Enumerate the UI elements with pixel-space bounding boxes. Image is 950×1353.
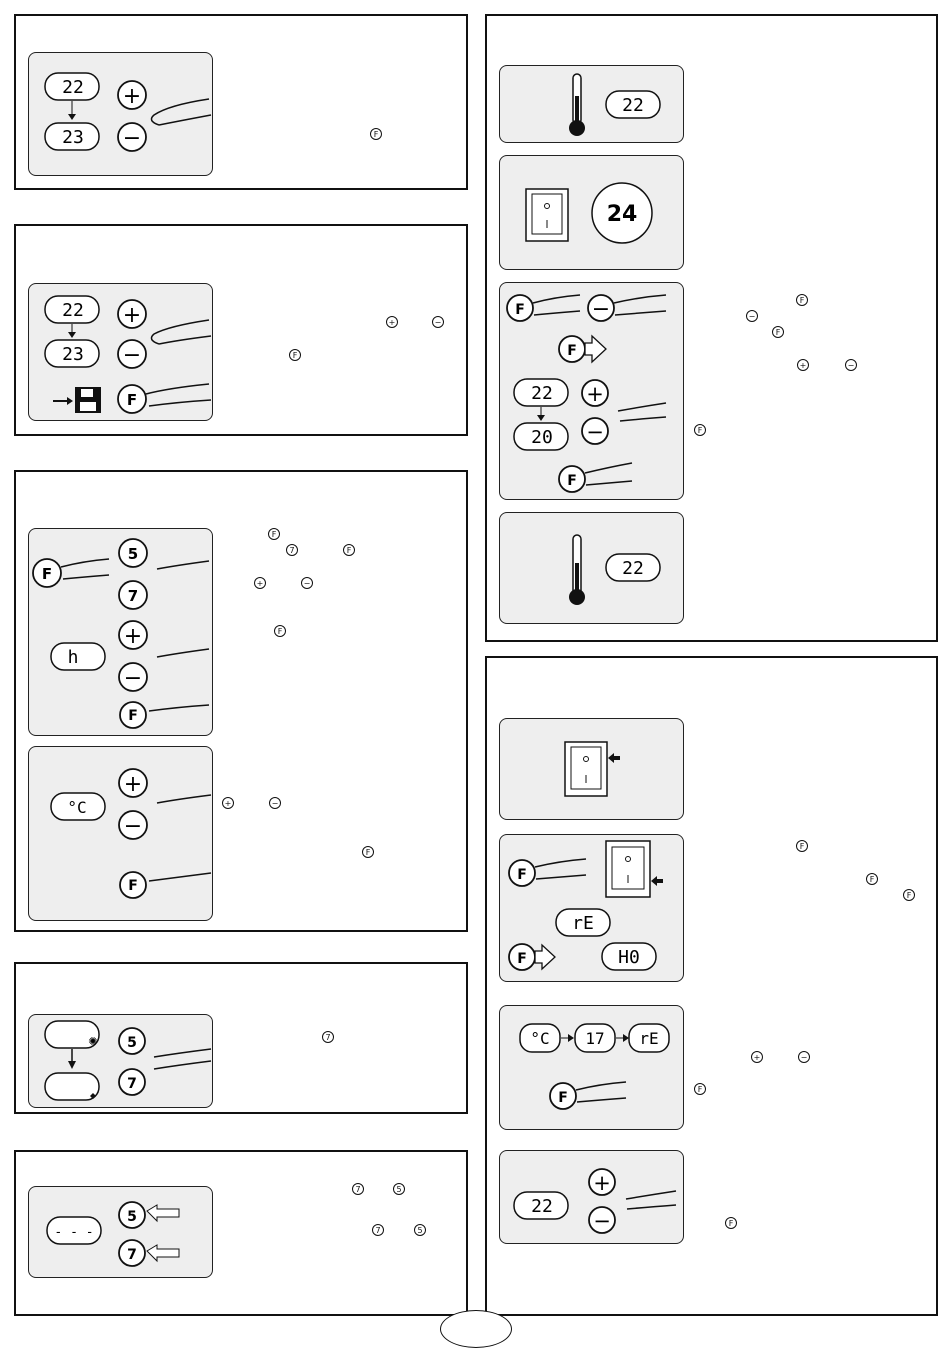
panel-set-temperature xyxy=(28,52,213,176)
thermometer-icon xyxy=(569,535,585,605)
svg-text:+: + xyxy=(593,1171,611,1195)
minus-key-icon xyxy=(119,663,147,691)
svg-text:−: − xyxy=(122,126,142,151)
display-value: °C xyxy=(530,1029,550,1048)
display-value: 22 xyxy=(62,77,84,98)
minus-key-icon xyxy=(118,123,146,151)
panel-power-switch xyxy=(499,718,684,820)
f-key-icon xyxy=(559,336,585,362)
f-key-icon xyxy=(120,702,146,728)
clock-icon xyxy=(592,183,652,243)
f-key-mark-icon: F xyxy=(268,528,280,540)
display-value: 22 xyxy=(622,558,644,579)
display-value: 22 xyxy=(622,95,644,116)
right-arrow-icon xyxy=(561,1034,574,1042)
minus-mark-icon: − xyxy=(845,359,857,371)
f-key-mark-icon: F xyxy=(903,889,915,901)
f-key-mark-icon: F xyxy=(289,349,301,361)
sun-icon: ✺ xyxy=(88,1035,98,1048)
svg-text:F: F xyxy=(128,708,138,724)
key-5-mark-icon: 5 xyxy=(393,1183,405,1195)
display-value: °C xyxy=(67,798,87,817)
panel-thermometer-reading xyxy=(499,65,684,143)
pressing-finger-icon xyxy=(146,320,211,406)
panel-power-24h xyxy=(499,155,684,270)
svg-text:−: − xyxy=(593,1209,611,1233)
power-switch-icon xyxy=(526,189,568,241)
svg-text:F: F xyxy=(567,473,577,489)
display-value: 17 xyxy=(585,1029,605,1048)
key-7-mark-icon: 7 xyxy=(372,1224,384,1236)
plus-key-icon xyxy=(119,621,147,649)
svg-text:F: F xyxy=(126,391,138,409)
svg-text:+: + xyxy=(123,624,143,649)
pressing-finger-icon xyxy=(151,99,211,125)
svg-text:5: 5 xyxy=(127,1209,137,1225)
svg-text:7: 7 xyxy=(127,1076,137,1092)
display-value: rE xyxy=(639,1029,659,1048)
key-7-mark-icon: 7 xyxy=(286,544,298,556)
f-key-mark-icon: F xyxy=(772,326,784,338)
f-key-icon xyxy=(120,872,146,898)
f-key-icon xyxy=(509,944,535,970)
power-switch-icon xyxy=(565,742,607,796)
lcd-display xyxy=(45,73,99,100)
f-key-icon xyxy=(509,860,535,886)
minus-mark-icon: − xyxy=(746,310,758,322)
svg-text:−: − xyxy=(123,666,143,691)
svg-text:F: F xyxy=(517,951,527,967)
svg-text:5: 5 xyxy=(127,545,139,563)
right-arrow-icon xyxy=(616,1034,629,1042)
plus-mark-icon: + xyxy=(751,1051,763,1063)
f-key-mark-icon: F xyxy=(725,1217,737,1229)
plus-mark-icon: + xyxy=(254,577,266,589)
panel-thermometer-result xyxy=(499,512,684,624)
plus-key-icon xyxy=(589,1169,615,1195)
svg-text:−: − xyxy=(123,814,143,839)
key-7-icon xyxy=(119,581,147,609)
svg-text:+: + xyxy=(122,84,142,109)
key-5-icon xyxy=(119,539,147,567)
minus-key-icon xyxy=(582,418,608,444)
down-arrow-icon xyxy=(68,324,76,338)
svg-text:F: F xyxy=(41,565,53,583)
key-7-mark-icon: 7 xyxy=(352,1183,364,1195)
svg-text:5: 5 xyxy=(127,1035,137,1051)
key-5-mark-icon: 5 xyxy=(414,1224,426,1236)
panel-reset-steps xyxy=(499,834,684,982)
svg-text:F: F xyxy=(567,343,577,359)
minus-key-icon xyxy=(589,1207,615,1233)
minus-mark-icon: − xyxy=(269,797,281,809)
f-key-mark-icon: F xyxy=(796,294,808,306)
display-value: - - - xyxy=(54,1225,94,1240)
lcd-display xyxy=(45,123,99,150)
plus-mark-icon: + xyxy=(222,797,234,809)
f-key-icon xyxy=(33,559,61,587)
key-5-icon xyxy=(119,1028,145,1054)
f-key-mark-icon: F xyxy=(694,424,706,436)
minus-key-icon xyxy=(119,811,147,839)
f-key-mark-icon: F xyxy=(796,840,808,852)
svg-text:F: F xyxy=(517,867,527,883)
svg-text:−: − xyxy=(591,297,611,322)
f-key-mark-icon: F xyxy=(694,1083,706,1095)
display-value: 23 xyxy=(62,127,84,148)
panel-programming-hours xyxy=(28,528,213,736)
minus-key-icon xyxy=(118,340,146,368)
f-key-mark-icon: F xyxy=(343,544,355,556)
panel-reset-sequence xyxy=(499,1005,684,1130)
display-value: rE xyxy=(572,913,594,934)
svg-text:+: + xyxy=(586,382,604,406)
svg-text:+: + xyxy=(123,772,143,797)
svg-text:24: 24 xyxy=(606,202,638,227)
panel-save-setting xyxy=(28,283,213,421)
thermometer-icon xyxy=(569,74,585,136)
key-7-icon xyxy=(119,1069,145,1095)
display-value: 23 xyxy=(62,344,84,365)
f-key-mark-icon: F xyxy=(370,128,382,140)
minus-mark-icon: − xyxy=(301,577,313,589)
pointer-arrow-icon xyxy=(651,876,663,886)
plus-key-icon xyxy=(119,769,147,797)
panel-calibration-steps xyxy=(499,282,684,500)
plus-key-icon xyxy=(118,300,146,328)
down-arrow-icon xyxy=(68,101,76,120)
display-value: 20 xyxy=(531,427,553,448)
key-7-mark-icon: 7 xyxy=(322,1031,334,1043)
display-value: H0 xyxy=(618,947,640,968)
down-arrow-icon xyxy=(68,1049,76,1069)
plus-mark-icon: + xyxy=(797,359,809,371)
down-arrow-icon xyxy=(537,407,545,421)
save-disk-icon xyxy=(53,387,101,413)
key-7-icon xyxy=(119,1240,145,1266)
f-key-icon xyxy=(559,466,585,492)
f-key-icon xyxy=(118,385,146,413)
key-5-icon xyxy=(119,1202,145,1228)
panel-key-lock xyxy=(28,1014,213,1108)
svg-text:+: + xyxy=(122,303,142,328)
f-key-mark-icon: F xyxy=(362,846,374,858)
svg-text:−: − xyxy=(586,420,604,444)
svg-text:F: F xyxy=(515,302,525,318)
svg-text:F: F xyxy=(128,878,138,894)
svg-text:7: 7 xyxy=(127,587,139,605)
pointer-arrow-icon xyxy=(608,753,620,763)
minus-mark-icon: − xyxy=(432,316,444,328)
svg-text:7: 7 xyxy=(127,1247,137,1263)
display-value: h xyxy=(67,647,79,668)
minus-key-icon xyxy=(588,295,614,322)
page-number-oval xyxy=(440,1310,512,1348)
panel-final-adjust xyxy=(499,1150,684,1244)
f-key-icon xyxy=(507,295,533,321)
power-switch-icon xyxy=(606,841,650,897)
f-key-icon xyxy=(550,1083,576,1109)
plus-key-icon xyxy=(118,81,146,109)
svg-text:F: F xyxy=(558,1090,568,1106)
minus-mark-icon: − xyxy=(798,1051,810,1063)
display-value: 22 xyxy=(62,300,84,321)
svg-text:−: − xyxy=(122,343,142,368)
f-key-mark-icon: F xyxy=(866,873,878,885)
plus-key-icon xyxy=(582,380,608,406)
display-value: 22 xyxy=(531,383,553,404)
display-value: 22 xyxy=(531,1196,553,1217)
panel-programming-temperature xyxy=(28,746,213,921)
f-key-mark-icon: F xyxy=(274,625,286,637)
plus-mark-icon: + xyxy=(386,316,398,328)
panel-unlock xyxy=(28,1186,213,1278)
